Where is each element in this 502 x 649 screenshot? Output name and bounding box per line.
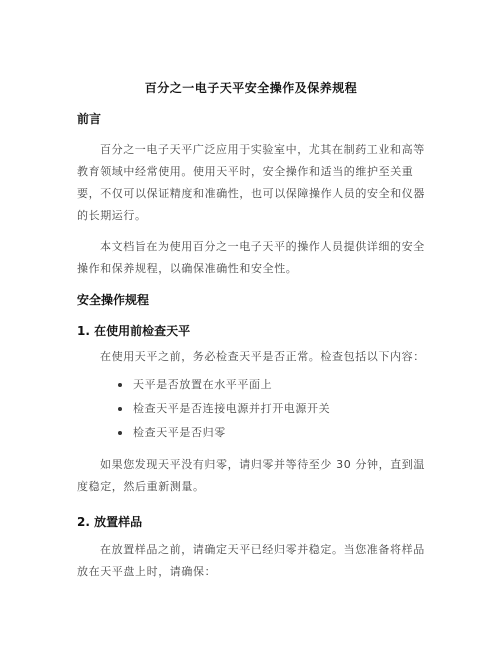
list-item-text: 检查天平是否连接电源并打开电源开关 (133, 402, 331, 415)
step1-note: 如果您发现天平没有归零，请归零并等待至少 30 分钟，直到温度稳定，然后重新测量。 (77, 458, 425, 493)
list-item-text: 检查天平是否归零 (133, 426, 226, 439)
step1-heading: 1. 在使用前检查天平 (77, 324, 191, 338)
safety-heading: 安全操作规程 (77, 293, 150, 307)
preface-paragraph-2: 本文档旨在为使用百分之一电子天平的操作人员提供详细的安全操作和保养规程，以确保准确性和安全性。 (77, 240, 425, 275)
list-item (118, 373, 330, 397)
bullet-dot-icon (118, 383, 122, 387)
step1-intro: 在使用天平之前，务必检查天平是否正常。检查包括以下内容： (100, 350, 425, 363)
bullet-dot-icon (118, 431, 122, 435)
list-item (118, 421, 330, 445)
preface-heading: 前言 (77, 112, 102, 126)
preface-paragraph-1: 百分之一电子天平广泛应用于实验室中，尤其在制药工业和高等教育领域中经常使用。使用天平时，安全操作和适当的维护至关重要，不仅可以保证精度和准确性，也可以保障操作人员的安全和仪器的长期运行。 (77, 143, 425, 222)
step2-heading: 2. 放置样品 (77, 515, 143, 529)
list-item (118, 397, 330, 421)
document-title: 百分之一电子天平安全操作及保养规程 (144, 81, 358, 95)
list-item-text: 天平是否放置在水平平面上 (133, 378, 273, 391)
step1-checklist (118, 373, 330, 445)
bullet-dot-icon (118, 407, 122, 411)
step2-intro: 在放置样品之前，请确定天平已经归零并稳定。当您准备将样品放在天平盘上时，请确保： (77, 543, 425, 578)
